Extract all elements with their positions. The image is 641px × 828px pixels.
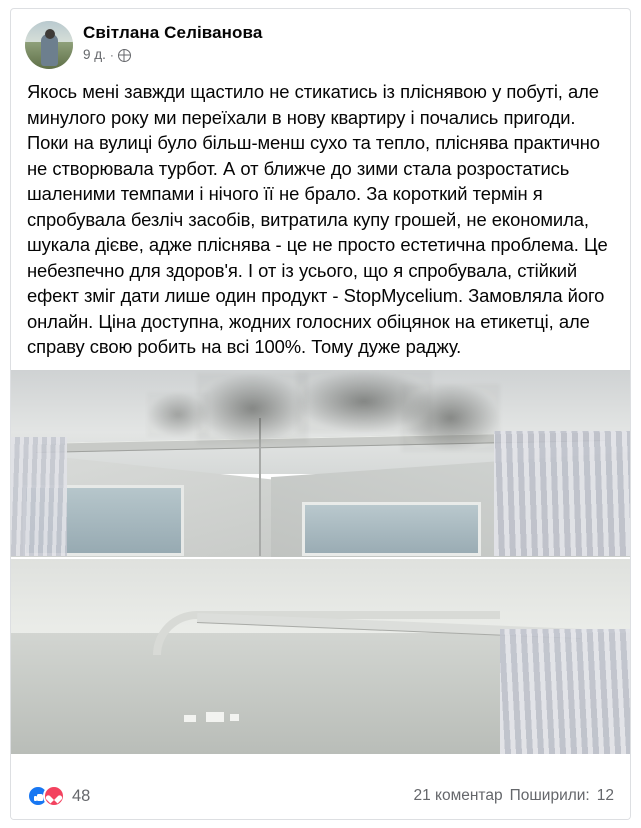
reactions-summary[interactable] <box>27 785 90 807</box>
share-count[interactable]: 12 <box>596 787 614 804</box>
post-meta <box>83 47 262 63</box>
avatar[interactable] <box>25 21 73 69</box>
post-timestamp[interactable]: 9 д. <box>83 47 106 62</box>
post-photos <box>11 370 630 774</box>
author-block <box>83 21 262 63</box>
post-header <box>11 9 630 75</box>
photo2-speck <box>184 715 196 722</box>
photo1-curtain-left <box>11 437 67 557</box>
reaction-count: 48 <box>72 786 91 805</box>
post-photo-1[interactable] <box>11 370 630 557</box>
globe-icon[interactable] <box>118 49 131 62</box>
share-label[interactable]: Поширили: <box>509 787 590 804</box>
photo1-curtain-right <box>494 431 630 556</box>
avatar-head <box>45 29 55 39</box>
photo1-window-right <box>302 502 482 556</box>
photo2-curtain <box>500 629 630 754</box>
photo2-speck <box>206 712 224 722</box>
facebook-post-card <box>10 8 631 820</box>
post-text: Якось мені завжди щастило не стикатись із пліснявою у побуті, але минулого року ми переїхали в нову квартиру і почались пригоди. Поки на вулиці було більш-менш сухо та тепло, пліснява практично не створювала турбот. А от ближче до зими стала розростатись шаленими темпами і нічого її не брало. За короткий термін я спробувала безліч засобів, витратила купу грошей, не економила, шукала дієве, адже пліснява - це не просто естетична проблема. Це небезпечно для здоров'я. І от із усього, що я спробувала, стійкий ефект зміг дати лише один продукт - StopMycelium. Замовляла його онлайн. Ціна доступна, жодних голосних обіцянок на етикетці, але справу свою робить на всі 100%. Тому дуже раджу. <box>27 81 608 357</box>
photo2-light-specks <box>184 711 283 727</box>
meta-separator: · <box>109 48 114 62</box>
comment-count[interactable]: 21 коментар <box>413 787 503 804</box>
photo1-mould-patch <box>401 384 500 451</box>
love-icon <box>43 785 65 807</box>
author-name[interactable]: Світлана Селіванова <box>83 23 263 42</box>
post-photo-2[interactable] <box>11 559 630 755</box>
footer-counts <box>413 787 614 805</box>
post-footer <box>11 773 630 819</box>
photo1-mould-patch <box>197 373 308 444</box>
photo2-speck <box>230 714 239 721</box>
